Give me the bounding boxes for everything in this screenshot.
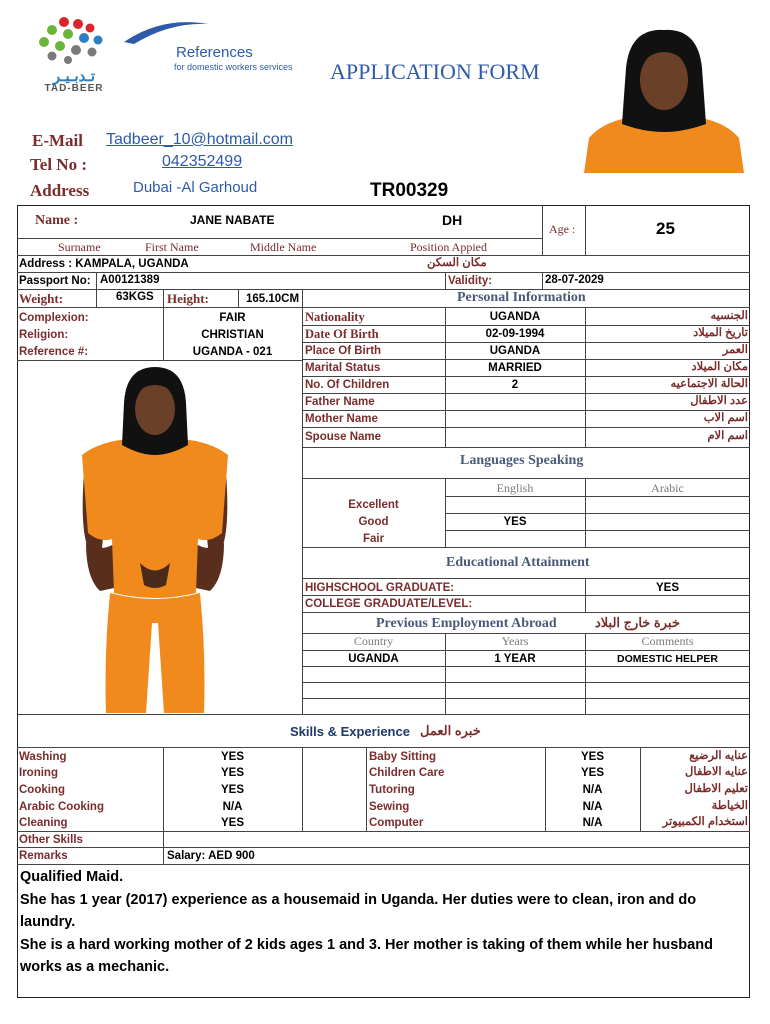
skill-childcare-label: Children Care <box>369 767 445 779</box>
highschool-value: YES <box>655 582 679 594</box>
skill-arabic-cooking-label: Arabic Cooking <box>19 801 104 813</box>
nationality-ar: الجنسيه <box>710 310 748 322</box>
spouse-ar: اسم الام <box>707 430 748 442</box>
skill-cooking-label: Cooking <box>19 784 65 796</box>
age-value: 25 <box>656 219 675 238</box>
dob-label: Date Of Birth <box>305 327 379 341</box>
skill-cooking-value: YES <box>220 784 244 796</box>
emp-years-value: 1 YEAR <box>494 653 536 665</box>
applicant-name: JANE NABATE <box>190 213 275 227</box>
skill-tutoring-value: N/A <box>582 784 603 796</box>
pob-ar: العمر <box>722 344 748 356</box>
employment-title: Previous Employment Abroad <box>376 616 557 631</box>
references-title: References <box>176 44 253 61</box>
emp-years-header: Years <box>501 634 529 648</box>
tel-label: Tel No : <box>30 155 87 174</box>
pob-label: Place Of Birth <box>305 345 382 357</box>
validity-value: 28-07-2029 <box>545 274 604 286</box>
children-ar: الحالة الاجتماعيه <box>670 378 748 390</box>
children-value: 2 <box>511 379 519 391</box>
full-address: Address : KAMPALA, UGANDA <box>19 258 189 270</box>
name-label: Name : <box>35 213 79 228</box>
children-label: No. Of Children <box>305 379 390 391</box>
skill-sewing-ar: الخياطة <box>711 800 748 812</box>
marital-ar: مكان الميلاد <box>691 361 748 373</box>
height-label: Height: <box>167 291 209 306</box>
skill-computer-value: N/A <box>582 817 603 829</box>
email-value: Tadbeer_10@hotmail.com <box>106 131 294 148</box>
emp-country-value: UGANDA <box>348 653 399 665</box>
surname-label: Surname <box>58 240 101 254</box>
skill-babysitting-ar: عنايه الرضيع <box>689 750 748 762</box>
skill-childcare-ar: عنايه الاطفال <box>685 766 748 778</box>
reference-value: UGANDA - 021 <box>192 346 273 358</box>
passport-label: Passport No: <box>19 275 91 287</box>
note-line-2: She has 1 year (2017) experience as a housemaid in Uganda. Her duties were to clean, iron and do laundry. <box>20 891 697 930</box>
dob-ar: تاريخ الميلاد <box>693 327 748 339</box>
religion-value: CHRISTIAN <box>201 329 264 341</box>
pob-value: UGANDA <box>489 345 541 357</box>
spouse-label: Spouse Name <box>305 431 382 443</box>
skill-ironing-label: Ironing <box>19 767 58 779</box>
skill-computer-ar: استخدام الكمبيوتر <box>662 816 748 828</box>
tadbeer-logo <box>26 16 122 94</box>
skill-arabic-cooking-value: N/A <box>222 801 243 813</box>
lang-good-english: YES <box>503 516 527 528</box>
salary-value: Salary: AED 900 <box>167 850 255 862</box>
mother-label: Mother Name <box>305 413 378 425</box>
skill-babysitting-value: YES <box>580 751 604 763</box>
tel-value: 042352499 <box>162 153 243 170</box>
religion-label: Religion: <box>19 329 69 341</box>
applicant-photo-small <box>584 28 744 173</box>
references-logo <box>122 20 322 74</box>
residence-ar: مكان السكن <box>427 257 487 269</box>
lang-excellent-label: Excellent <box>348 499 399 511</box>
weight-value: 63KGS <box>116 291 154 303</box>
note-line-3: She is a hard working mother of 2 kids ages 1 and 3. Her mother is taking of them while her husband works as a mechanic. <box>20 936 713 975</box>
skill-childcare-value: YES <box>580 767 604 779</box>
position-code: DH <box>442 212 463 228</box>
skill-ironing-value: YES <box>220 767 244 779</box>
father-ar: عدد الاطفال <box>690 395 748 407</box>
education-title: Educational Attainment <box>446 555 590 570</box>
skill-babysitting-label: Baby Sitting <box>369 751 437 763</box>
lang-good-label: Good <box>358 516 389 528</box>
skill-washing-label: Washing <box>19 751 67 763</box>
address-label: Address <box>30 181 90 200</box>
skill-cleaning-label: Cleaning <box>19 817 68 829</box>
references-subtitle: for domestic workers services <box>174 62 293 72</box>
notes-block <box>20 866 745 979</box>
form-title: APPLICATION FORM <box>330 59 540 84</box>
nationality-label: Nationality <box>305 310 365 324</box>
logo-arabic-text: تـدبـيـر <box>52 68 96 85</box>
first-name-label: First Name <box>145 240 199 254</box>
email-label: E-Mail <box>32 131 83 150</box>
emp-country-header: Country <box>353 634 394 648</box>
complexion-label: Complexion: <box>19 312 89 324</box>
skill-tutoring-label: Tutoring <box>369 784 415 796</box>
skill-sewing-value: N/A <box>582 801 603 813</box>
languages-title: Languages Speaking <box>460 453 584 468</box>
personal-info-title: Personal Information <box>457 290 586 305</box>
emp-comments-header: Comments <box>641 634 694 648</box>
skill-cleaning-value: YES <box>220 817 244 829</box>
applicant-photo-large <box>70 363 240 713</box>
dob-value: 02-09-1994 <box>485 328 545 340</box>
other-skills-label: Other Skills <box>19 834 83 846</box>
emp-comments-value: DOMESTIC HELPER <box>617 653 718 665</box>
note-line-1: Qualified Maid. <box>20 869 124 885</box>
reference-code: TR00329 <box>370 180 449 201</box>
skill-sewing-label: Sewing <box>369 801 410 813</box>
height-value: 165.10CM <box>246 293 300 305</box>
skills-title-ar: خبره العمل <box>420 723 481 738</box>
reference-label: Reference #: <box>19 346 89 358</box>
lang-fair-label: Fair <box>362 533 385 545</box>
skill-washing-value: YES <box>220 751 244 763</box>
skill-computer-label: Computer <box>369 817 424 829</box>
marital-label: Marital Status <box>305 362 381 374</box>
age-label: Age : <box>549 222 576 236</box>
lang-arabic-header: Arabic <box>651 481 684 495</box>
address-value: Dubai -Al Garhoud <box>133 179 258 196</box>
lang-english-header: English <box>496 481 534 495</box>
validity-label: Validity: <box>448 275 493 287</box>
nationality-value: UGANDA <box>489 311 541 323</box>
highschool-label: HIGHSCHOOL GRADUATE: <box>305 582 455 594</box>
skill-tutoring-ar: تعليم الاطفال <box>684 783 748 795</box>
marital-value: MARRIED <box>488 362 542 374</box>
complexion-value: FAIR <box>219 312 246 324</box>
middle-name-label: Middle Name <box>250 240 317 254</box>
father-label: Father Name <box>305 396 375 408</box>
weight-label: Weight: <box>19 291 64 306</box>
mother-ar: اسم الاب <box>703 412 748 424</box>
passport-value: A00121389 <box>100 274 160 286</box>
remarks-label: Remarks <box>19 850 68 862</box>
position-label: Position Appied <box>410 240 488 254</box>
college-label: COLLEGE GRADUATE/LEVEL: <box>305 598 473 610</box>
logo-english-text: TAD-BEER <box>44 83 104 94</box>
skills-title: Skills & Experience <box>290 724 410 739</box>
employment-title-ar: خبرة خارج البلاد <box>595 615 680 630</box>
